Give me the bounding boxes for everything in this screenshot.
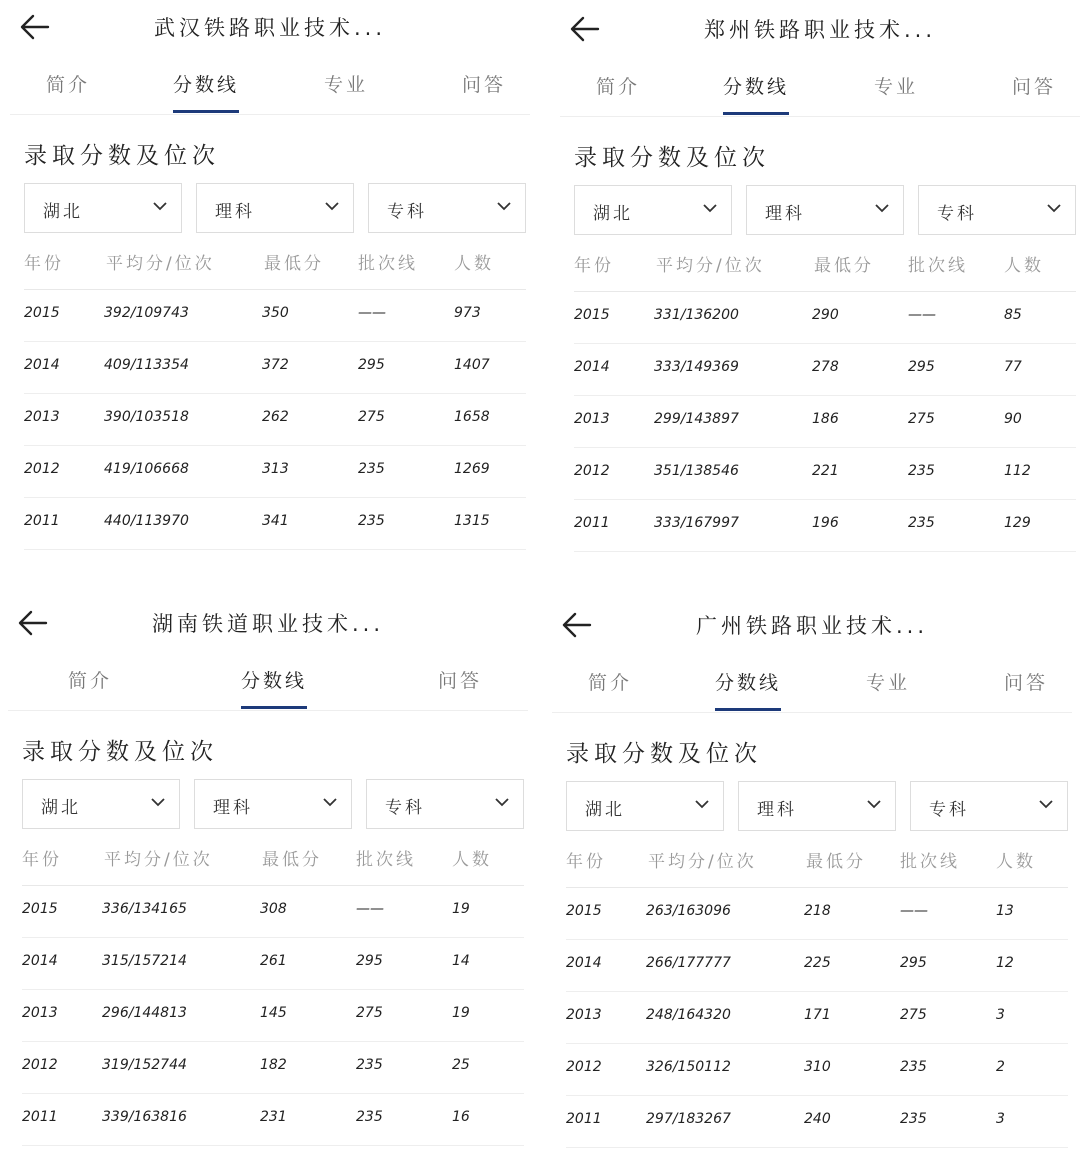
section-title: 录取分数及位次 bbox=[22, 739, 218, 765]
col-count: 人数 bbox=[454, 254, 494, 274]
filter-row bbox=[552, 781, 1072, 835]
table-row: 2012 319/152744 182 235 25 bbox=[22, 1042, 524, 1094]
chevron-down-icon bbox=[497, 202, 511, 211]
tab-major[interactable]: 专业 bbox=[873, 76, 919, 98]
table-row: 2014 266/177777 225 295 12 bbox=[566, 940, 1068, 992]
table-row: 2011 339/163816 231 235 16 bbox=[22, 1094, 524, 1146]
tab-score-line[interactable]: 分数线 bbox=[715, 668, 781, 695]
province-select[interactable]: 湖北 bbox=[566, 781, 724, 831]
header bbox=[560, 2, 1080, 58]
table-row: 2015 336/134165 308 —— 19 bbox=[22, 886, 524, 938]
col-year: 年份 bbox=[24, 254, 64, 274]
tab-score-line[interactable]: 分数线 bbox=[241, 666, 307, 693]
table-row: 2013 299/143897 186 275 90 bbox=[574, 396, 1076, 448]
table-header bbox=[24, 237, 526, 290]
table-row: 2014 315/157214 261 295 14 bbox=[22, 938, 524, 990]
subject-select[interactable]: 理科 bbox=[738, 781, 896, 831]
subject-select[interactable]: 理科 bbox=[746, 185, 904, 235]
table-row: 2015 331/136200 290 —— 85 bbox=[574, 292, 1076, 344]
chevron-down-icon bbox=[695, 800, 709, 809]
table-row: 2013 248/164320 171 275 3 bbox=[566, 992, 1068, 1044]
table-row: 2014 409/113354 372 295 1407 bbox=[24, 342, 526, 394]
tab-intro[interactable]: 简介 bbox=[595, 76, 641, 98]
page-title: 武汉铁路职业技术... bbox=[153, 16, 387, 40]
col-count: 人数 bbox=[1004, 256, 1044, 276]
tab-bar bbox=[560, 58, 1080, 117]
col-batch-line: 批次线 bbox=[358, 254, 418, 274]
col-average-rank: 平均分/位次 bbox=[656, 256, 765, 276]
subject-select[interactable]: 理科 bbox=[194, 779, 352, 829]
tab-score-line[interactable]: 分数线 bbox=[723, 72, 789, 99]
tab-intro[interactable]: 简介 bbox=[587, 672, 633, 694]
province-select[interactable]: 湖北 bbox=[22, 779, 180, 829]
chevron-down-icon bbox=[703, 204, 717, 213]
tab-qa[interactable]: 问答 bbox=[1003, 672, 1049, 694]
level-select[interactable]: 专科 bbox=[918, 185, 1076, 235]
table-row: 2011 440/113970 341 235 1315 bbox=[24, 498, 526, 550]
table-header bbox=[566, 835, 1068, 888]
panel-hunan bbox=[8, 596, 528, 1156]
tab-qa[interactable]: 问答 bbox=[461, 74, 507, 96]
filter-row bbox=[8, 779, 528, 833]
province-select[interactable]: 湖北 bbox=[574, 185, 732, 235]
table-row: 2011 333/167997 196 235 129 bbox=[574, 500, 1076, 552]
col-min-score: 最低分 bbox=[814, 256, 874, 276]
table-row: 2014 333/149369 278 295 77 bbox=[574, 344, 1076, 396]
tab-bar bbox=[552, 654, 1072, 713]
header bbox=[10, 0, 530, 56]
table-row: 2013 296/144813 145 275 19 bbox=[22, 990, 524, 1042]
level-select[interactable]: 专科 bbox=[910, 781, 1068, 831]
page-title: 郑州铁路职业技术... bbox=[703, 18, 937, 42]
panel-zhengzhou bbox=[560, 2, 1080, 562]
table-row: 2011 297/183267 240 235 3 bbox=[566, 1096, 1068, 1148]
col-batch-line: 批次线 bbox=[908, 256, 968, 276]
col-average-rank: 平均分/位次 bbox=[648, 852, 757, 872]
col-year: 年份 bbox=[22, 850, 62, 870]
filter-row bbox=[560, 185, 1080, 239]
section-title: 录取分数及位次 bbox=[24, 143, 220, 169]
chevron-down-icon bbox=[323, 798, 337, 807]
tab-major[interactable]: 专业 bbox=[865, 672, 911, 694]
col-count: 人数 bbox=[996, 852, 1036, 872]
chevron-down-icon bbox=[867, 800, 881, 809]
chevron-down-icon bbox=[151, 798, 165, 807]
level-select[interactable]: 专科 bbox=[368, 183, 526, 233]
tab-bar bbox=[8, 652, 528, 711]
table-row: 2012 351/138546 221 235 112 bbox=[574, 448, 1076, 500]
chevron-down-icon bbox=[495, 798, 509, 807]
chevron-down-icon bbox=[1039, 800, 1053, 809]
chevron-down-icon bbox=[875, 204, 889, 213]
table-row: 2012 326/150112 310 235 2 bbox=[566, 1044, 1068, 1096]
chevron-down-icon bbox=[325, 202, 339, 211]
header bbox=[8, 596, 528, 652]
table-row: 2015 263/163096 218 —— 13 bbox=[566, 888, 1068, 940]
page-title: 湖南铁道职业技术... bbox=[151, 612, 385, 636]
tab-bar bbox=[10, 56, 530, 115]
col-year: 年份 bbox=[566, 852, 606, 872]
col-min-score: 最低分 bbox=[806, 852, 866, 872]
header bbox=[552, 598, 1072, 654]
table-row: 2013 390/103518 262 275 1658 bbox=[24, 394, 526, 446]
tab-qa[interactable]: 问答 bbox=[437, 670, 483, 692]
col-average-rank: 平均分/位次 bbox=[104, 850, 213, 870]
panel-wuhan bbox=[10, 0, 530, 560]
col-count: 人数 bbox=[452, 850, 492, 870]
chevron-down-icon bbox=[153, 202, 167, 211]
tab-major[interactable]: 专业 bbox=[323, 74, 369, 96]
level-select[interactable]: 专科 bbox=[366, 779, 524, 829]
col-batch-line: 批次线 bbox=[356, 850, 416, 870]
col-year: 年份 bbox=[574, 256, 614, 276]
province-select[interactable]: 湖北 bbox=[24, 183, 182, 233]
table-row: 2015 392/109743 350 —— 973 bbox=[24, 290, 526, 342]
table-header bbox=[574, 239, 1076, 292]
col-min-score: 最低分 bbox=[264, 254, 324, 274]
chevron-down-icon bbox=[1047, 204, 1061, 213]
tab-intro[interactable]: 简介 bbox=[67, 670, 113, 692]
filter-row bbox=[10, 183, 530, 237]
col-batch-line: 批次线 bbox=[900, 852, 960, 872]
section-title: 录取分数及位次 bbox=[566, 741, 762, 767]
tab-qa[interactable]: 问答 bbox=[1011, 76, 1057, 98]
tab-score-line[interactable]: 分数线 bbox=[173, 70, 239, 97]
subject-select[interactable]: 理科 bbox=[196, 183, 354, 233]
col-min-score: 最低分 bbox=[262, 850, 322, 870]
page-title: 广州铁路职业技术... bbox=[695, 614, 929, 638]
tab-intro[interactable]: 简介 bbox=[45, 74, 91, 96]
section-title: 录取分数及位次 bbox=[574, 145, 770, 171]
panel-guangzhou bbox=[552, 598, 1072, 1158]
table-header bbox=[22, 833, 524, 886]
col-average-rank: 平均分/位次 bbox=[106, 254, 215, 274]
table-row: 2012 419/106668 313 235 1269 bbox=[24, 446, 526, 498]
